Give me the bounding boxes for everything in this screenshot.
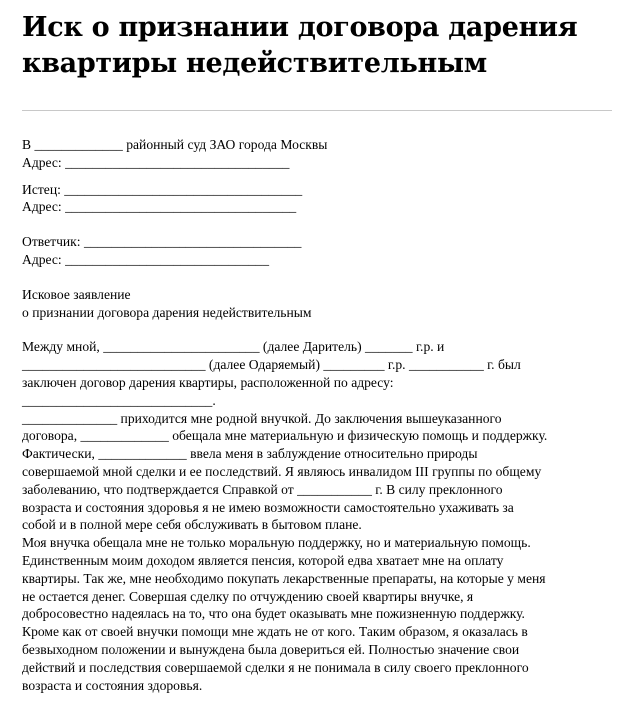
- text-line: договора, _____________ обещала мне материальную и физическую помощь и поддержку.: [22, 428, 548, 444]
- title-divider: [22, 110, 612, 111]
- text-line: возраста и состояния здоровья.: [22, 677, 203, 693]
- text-line: Фактически, _____________ ввела меня в заблуждение относительно природы: [22, 446, 478, 462]
- text-line: ___________________________ (далее Одаряемый) _________ г.р. ___________ г. был: [22, 357, 521, 373]
- text-line: безвыходном положении и вынуждена была довериться ей. Полностью значение свои: [22, 641, 520, 657]
- text-line: возраста и состояния здоровья я не имею возможности самостоятельно ухаживать за: [22, 499, 514, 515]
- plaintiff-address: Адрес: __________________________________: [22, 199, 297, 215]
- text-line: Между мной, _______________________ (далее Даритель) _______ г.р. и: [22, 339, 445, 355]
- court-line: В _____________ районный суд ЗАО города Москвы: [22, 137, 328, 152]
- text-line: ______________ приходится мне родной внучкой. До заключения вышеуказанного: [22, 410, 502, 426]
- text-line: Моя внучка обещала мне не только моральную поддержку, но и материальную помощь.: [22, 535, 531, 551]
- title-line: квартиры недействительным: [22, 48, 487, 79]
- text-line: заключен договор дарения квартиры, расположенной по адресу:: [22, 374, 394, 390]
- title-line: Иск о признании договора дарения: [22, 12, 578, 43]
- text-line: собой и в полной мере себя обслуживать в бытовом плане.: [22, 517, 362, 533]
- text-line: Единственным моим доходом является пенсия, которой едва хватает мне на оплату: [22, 552, 504, 568]
- court-address: Адрес: _________________________________: [22, 154, 290, 170]
- defendant-address: Адрес: ______________________________: [22, 251, 270, 267]
- plaintiff-line: Истец: ___________________________________: [22, 181, 303, 197]
- claim-heading: Исковое заявление: [22, 286, 131, 302]
- text-line: ____________________________.: [22, 392, 216, 408]
- text-line: заболеванию, что подтверждается Справкой от ___________ г. В силу преклонного: [22, 481, 503, 497]
- document-title: [22, 10, 622, 82]
- claim-text: [22, 338, 622, 694]
- text-line: не остается денег. Совершая сделку по отчуждению своей квартиры внучке, я: [22, 588, 474, 604]
- text-line: совершаемой мной сделки и ее последствий. Я являюсь инвалидом III группы по общему: [22, 463, 542, 479]
- text-line: квартиры. Так же, мне необходимо покупать лекарственные препараты, на которые у меня: [22, 570, 546, 586]
- text-line: Кроме как от своей внучки помощи мне ждать не от кого. Таким образом, я оказалась в: [22, 624, 528, 640]
- text-line: действий и последствия совершаемой сделки я не понимала в силу своего преклонного: [22, 659, 529, 675]
- defendant-line: Ответчик: ________________________________: [22, 234, 302, 250]
- text-line: добросовестно надеялась на то, что она будет оказывать мне пожизненную поддержку.: [22, 606, 525, 622]
- claim-subheading: о признании договора дарения недействительным: [22, 304, 312, 320]
- document-body: [22, 136, 622, 694]
